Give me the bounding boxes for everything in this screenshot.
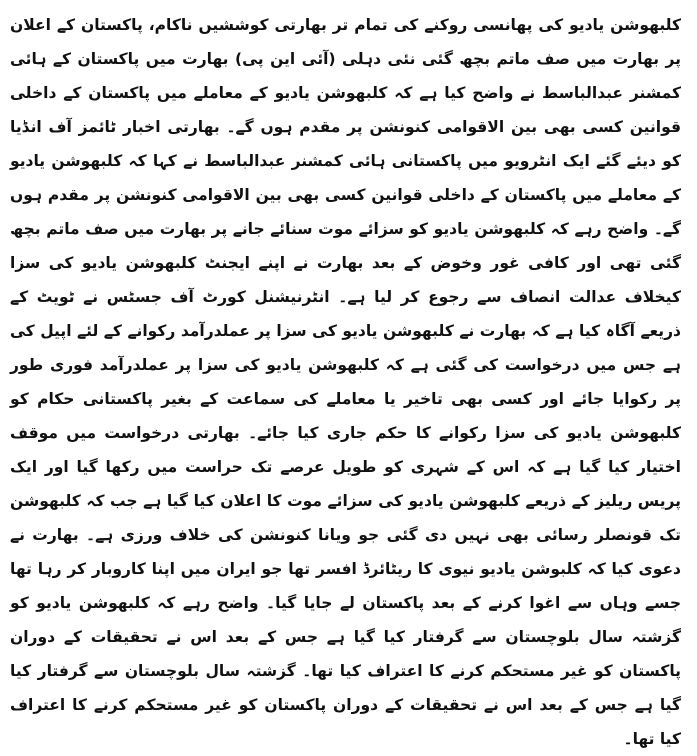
article-body [10, 8, 681, 756]
article-paragraph: کلبھوشن یادیو کی پھانسی روکنے کی تمام تر بھارتی کوششیں ناکام، پاکستان کے اعلان پر بھارت میں صف ماتم بچھ گئی نئی دہلی (آئی این پی) بھارت میں پاکستان کے ہائی کمشنر عبدالباسط نے واضح کیا ہے کہ کلبھوشن یادیو کے معاملے میں پاکستان کے داخلی قوانین کسی بھی بین الاقوامی کنونشن پر مقدم ہوں گے۔ بھارتی اخبار ٹائمز آف انڈیا کو دیئے گئے ایک انٹرویو میں پاکستانی ہائی کمشنر عبدالباسط نے کہا کہ کلبھوشن یادیو کے معاملے میں پاکستان کے داخلی قوانین کسی بھی بین الاقوامی کنونشن پر مقدم ہوں گے۔ واضح رہے کہ کلبھوشن یادیو کو سزائے موت سنائے جانے پر بھارت میں صف ماتم بچھ گئی تھی اور کافی غور وخوض کے بعد بھارت نے اپنے ایجنٹ کلبھوشن یادیو کی سزا کیخلاف عدالت انصاف سے رجوع کر لیا ہے۔ انٹرنیشنل کورٹ آف جسٹس نے ٹویٹ کے ذریعے آگاہ کیا ہے کہ بھارت نے کلبھوشن یادیو کی سزا پر عملدرآمد رکوانے کے لئے اپیل کی ہے جس میں درخواست کی گئی ہے کہ کلبھوشن یادیو کی سزا پر عملدرآمد فوری طور پر رکوایا جائے اور کسی بھی تاخیر یا معاملے کی سماعت کے بغیر پاکستانی حکام کو کلبھوشن یادیو کی سزا رکوانے کا حکم جاری کیا جائے۔ بھارتی درخواست میں موقف اختیار کیا گیا ہے کہ اس کے شہری کو طویل عرصے تک حراست میں رکھا گیا اور ایک پریس ریلیز کے ذریعے کلبھوشن یادیو کی سزائے موت کا اعلان کیا گیا ہے جب کہ کلبھوشن تک قونصلر رسائی بھی نہیں دی گئی جو ویانا کنونشن کی خلاف ورزی ہے۔ بھارت نے دعوی کیا کہ کلبوشن یادیو نیوی کا ریٹائرڈ افسر تھا جو ایران میں اپنا کاروبار کر رہا تھا جسے وہاں سے اغوا کرنے کے بعد پاکستان لے جایا گیا۔ واضح رہے کہ کلبھوشن یادیو کو گزشتہ سال بلوچستان سے گرفتار کیا گیا ہے جس کے بعد اس نے تحقیقات کے دوران پاکستان کو غیر مستحکم کرنے کا اعتراف کیا تھا۔ گزشتہ سال بلوچستان سے گرفتار کیا گیا ہے جس کے بعد اس نے تحقیقات کے دوران پاکستان کو غیر مستحکم کرنے کا اعتراف کیا تھا۔ [10, 16, 681, 748]
